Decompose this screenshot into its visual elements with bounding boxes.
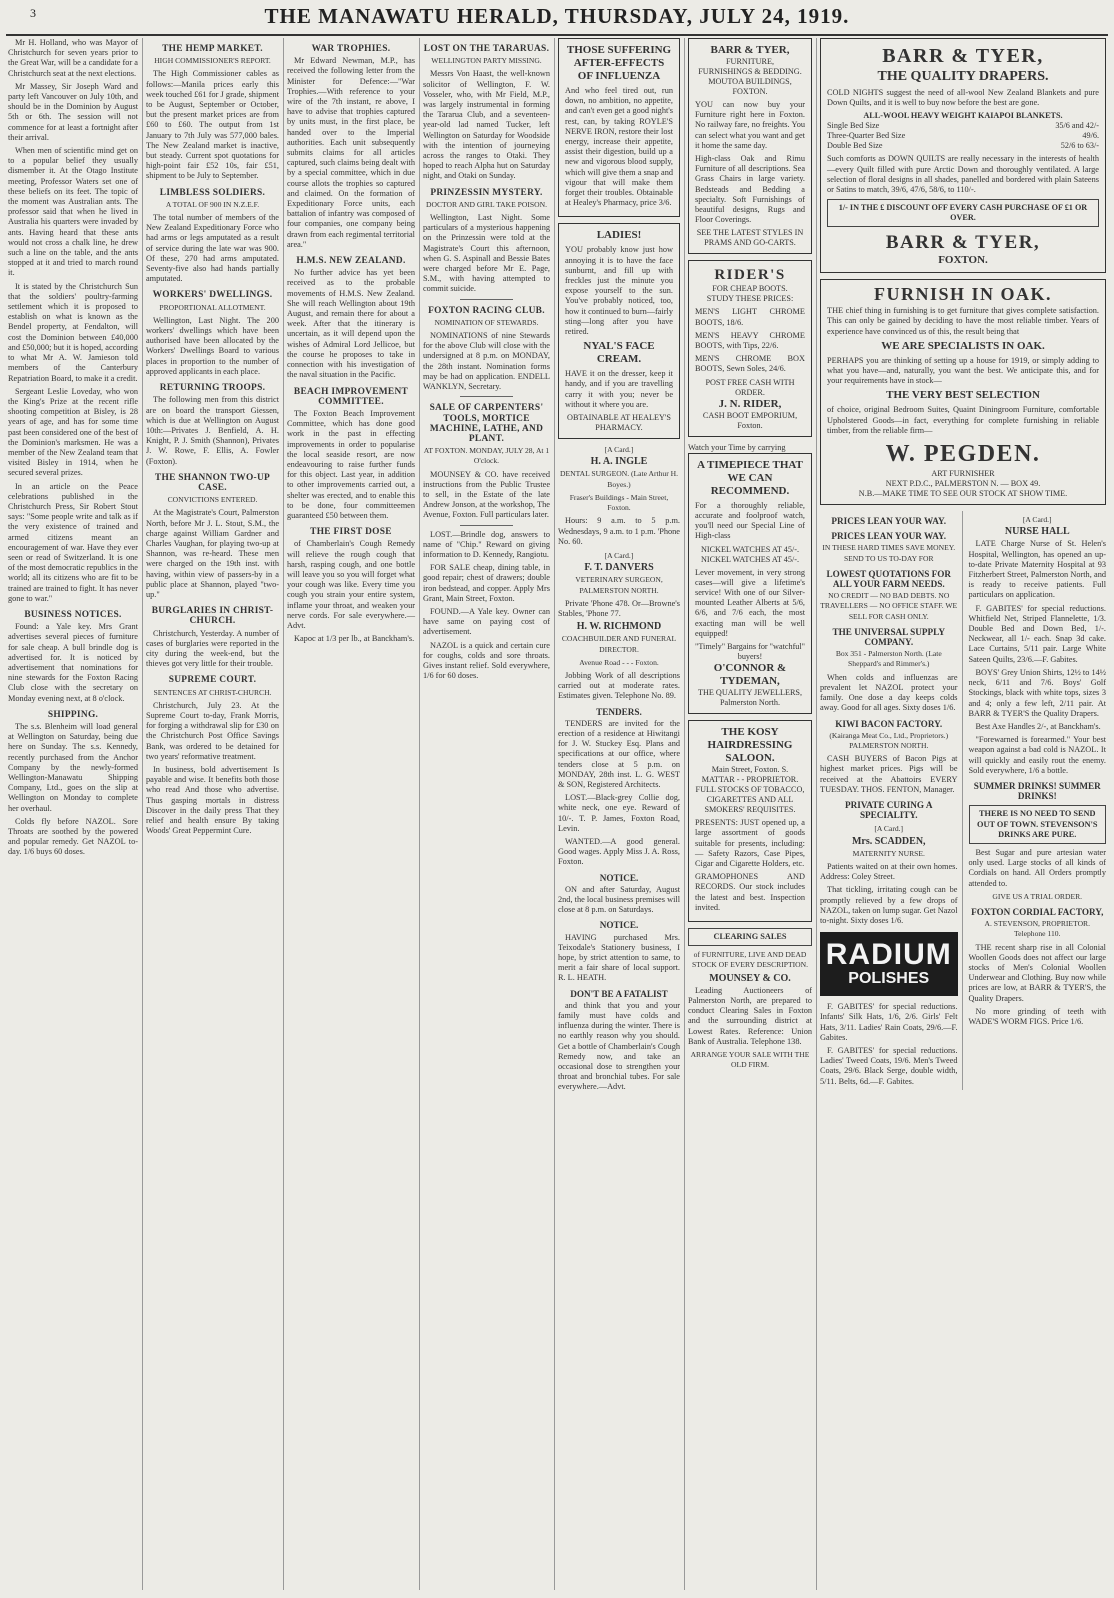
racing-club-text: NOMINATIONS of nine Stewards for the above Club will close with the undersigned at 8 p.m. on MONDAY, the 28th instant. Nomination forms may be had on application. ENDELL WANKLYN, Secretary. (423, 331, 550, 392)
kosy-address: Main Street, Foxton. S. MATTAR - - PROPRIETOR. (701, 765, 799, 785)
war-trophies-heading: WAR TROPHIES. (311, 44, 391, 54)
riders-subheading: FOR CHEAP BOOTS. (712, 284, 788, 294)
barr-tyer-address: MOUTOA BUILDINGS, FOXTON. (708, 77, 792, 96)
universal-lowest: LOWEST QUOTATIONS FOR ALL YOUR FARM NEEDS. (826, 568, 952, 590)
oak-text2: PERHAPS you are thinking of setting up a house for 1919, or simply adding to what you have—and, naturally, you want the best. We anticipate this, and for your requirements have in stock— (827, 355, 1099, 386)
tools-sale-heading: SALE OF CARPENTERS' TOOLS, MORTICE MACHINE, LATHE, AND PLANT. (429, 403, 544, 444)
pegden-address: NEXT P.D.C., PALMERSTON N. — BOX 49. (885, 479, 1041, 489)
shannon-case-subheading: CONVICTIONS ENTERED. (167, 495, 258, 505)
oconnor-sub: THE QUALITY JEWELLERS, Palmerston North. (697, 688, 803, 708)
prinzessin-heading: PRINZESSIN MYSTERY. (430, 187, 543, 198)
nazol-tickle-advert: That tickling, irritating cough can be promptly relieved by a few drops of NAZOL, taken on lump sugar. Get Nazol to-night. Sixty doses 1/6. (820, 885, 958, 925)
dentist-title: DENTAL SURGEON. (Late Arthur H. Boyes.) (559, 469, 679, 489)
kosy-presents: PRESENTS: JUST opened up, a large assortment of goods suitable for presents, including:— Safety Razors, Case Pipes, Cigar and Cigarette Holders, etc. (695, 818, 805, 868)
business-notices-text: Found: a Yale key. Mrs Grant advertises several pieces of furniture for sale cheap. A bull brindle dog is advertised for. It is noticed by advertisement that nominations for nine stewards for the Foxton Racing Club close with the secretary on Monday evening next, at 8 o'clock. (8, 622, 138, 703)
watch-item: NICKEL WATCHES AT 45/-. (700, 554, 800, 564)
richmond-text: Jobbing Work of all descriptions carried out at moderate rates. Estimates given. Telephone No. 89. (558, 670, 680, 701)
news-paragraph: In an article on the Peace celebrations published in the Christchurch Press, Sir Robert Stout says: "Some people write and talk as if the very existence of trained and armed citizens meant an encouragement of war. Have they ever seen or read of Switzerland. It is one of the most democratic republics in the world; all its citizens who are fit to be trained are trained to fight. It has never gone to war." (8, 481, 138, 603)
scadden-text: Patients waited on at their own homes. Address: Coley Street. (820, 861, 958, 882)
workers-dwellings-subheading: PROPORTIONAL ALLOTMENT. (159, 302, 266, 312)
influenza-heading: THOSE SUFFERING AFTER-EFFECTS OF INFLUENZA (566, 44, 672, 82)
clearing-heading: CLEARING SALES (688, 928, 812, 946)
kiwi-heading: KIWI BACON FACTORY. (835, 718, 943, 729)
limbless-soldiers-subheading: A TOTAL OF 900 IN N.Z.E.F. (165, 199, 260, 209)
scadden-sub: MATERNITY NURSE. (852, 848, 925, 858)
oak-heading: FURNISH IN OAK. (873, 284, 1052, 305)
card-label: [A Card.] (604, 550, 634, 560)
scadden-name: Mrs. SCADDEN, (851, 835, 926, 847)
found-notice: FOUND.—A Yale key. Owner can have same on paying cost of advertisement. (423, 606, 550, 637)
mounsey-footer: ARRANGE YOUR SALE WITH THE OLD FIRM. (690, 1049, 810, 1070)
card-label: [A Card.] (874, 824, 904, 834)
limbless-soldiers-text: The total number of members of the New Zealand Expeditionary Force who had arms or legs amputated as a result of service during the late war was 900. Of these, 270 had arms amputated. Seventy-five also had hands partially amputated. (146, 213, 279, 284)
riders-owner: J. N. RIDER, (718, 397, 782, 410)
vet-phone: Private 'Phone 478. Or—Browne's Stables, 'Phone 77. (558, 598, 680, 618)
news-paragraph: Sergeant Leslie Loveday, who won the King's Prize at the recent rifle shooting competition at Bisley, is 28 years of age, and has for some time past been considered one of the best of the Dominion's marksmen. He was a member of the New Zealand team that visited Bisley in 1914, when he secured several prizes. (8, 386, 138, 478)
mounsey-name: MOUNSEY & CO. (709, 972, 791, 984)
news-paragraph: It is stated by the Christchurch Sun that the soldiers' poultry-farming settlement which it is proposed to establish on what is known as the Bendel property, at Fendalton, will cost the Dominion between £40,000 and £50,000; but it is hoped, according to what Mr A. W. Jamieson told members of the Canterbury Repatriation Board, to make it a credit. (8, 281, 138, 383)
riders-item: MEN'S CHROME BOX BOOTS, Sewn Soles, 24/6. (695, 354, 805, 374)
column-7 (820, 38, 1106, 1590)
column-2 (146, 38, 284, 1590)
watch-advert (688, 453, 812, 714)
lower-two-columns (820, 511, 1106, 1090)
news-paragraph: Mr Massey, Sir Joseph Ward and party left Vancouver on July 10th, and should be in the Dominion by August 5th or 6th. The session will not commence for at least a fortnight after their arrival. (8, 81, 138, 142)
pegden-sub: ART FURNISHER (931, 469, 995, 479)
nazol-advert: NAZOL is a quick and certain cure for coughs, colds and sore throats. Gives instant relief. Sold everywhere, 1/6 for 60 doses. (423, 640, 550, 681)
universal-list: NO CREDIT — NO BAD DEBTS. NO TRAVELLERS — NO OFFICE STAFF. WE SELL FOR CASH ONLY. (820, 591, 958, 621)
richmond-title: COACHBUILDER AND FUNERAL DIRECTOR. (561, 634, 677, 654)
supreme-court-heading: SUPREME COURT. (168, 675, 257, 686)
blankets-intro: COLD NIGHTS suggest the need of all-wool New Zealand Blankets and pure Down Quilts, and it is well to buy now before the best are gone. (827, 88, 1099, 108)
influenza-advert (558, 38, 680, 217)
watch-bargains: "Timely" Bargains for "watchful" buyers! (695, 642, 806, 662)
blanket-price-row: Single Bed Size 35/6 and 42/- (827, 121, 1099, 131)
lower-right-column (969, 511, 1107, 1090)
tenders-heading: TENDERS. (596, 706, 642, 717)
cordial-factory-owner: A. STEVENSON, PROPRIETOR. Telephone 110. (984, 919, 1091, 939)
column-3 (287, 38, 420, 1590)
notice-heading: NOTICE. (599, 920, 639, 931)
oak-text: THE chief thing in furnishing is to get furniture that gives complete satisfaction. This can only be gained by deciding to have the most reliable timber. Years of experience have convinced us of this, the result being that (827, 306, 1099, 336)
radium-polishes-logo (820, 932, 958, 996)
universal-address: Box 351 - Palmerston North. (Late Sheppard's and Rimmer's.) (835, 649, 942, 669)
gramophones-text: GRAMOPHONES AND RECORDS. Our stock includes the latest and best. Inspection invited. (695, 872, 805, 912)
first-dose-text: of Chamberlain's Cough Remedy will relieve the rough cough that harsh, rasping cough, and one bottle will leave you so you will forget what your cough was like. Every time you cough you strain your entire system, inflame your throat, and weaken your nerve cords. For sale everywhere.—Advt. (287, 539, 415, 630)
tenders-text: TENDERS are invited for the erection of a residence at Hiwitangi for J. W. Stuckey Esq. Plans and specifications at our office, where tenders close at 5 p.m. on MONDAY, 28th inst. L. G. WEST & SON, Registered Architects. (558, 718, 680, 789)
dentist-address: Fraser's Buildings - Main Street, Foxton. (569, 492, 669, 513)
returning-troops-heading: RETURNING TROOPS. (159, 383, 266, 394)
radium-line2: POLISHES (848, 970, 930, 988)
shipping-heading: SHIPPING. (47, 709, 99, 720)
peppermint-cure-verse: In business, bold advertisement Is payable and wise. It benefits both those who read And those who advertise. Thus gasping mortals in distress Discover in the daily press That they relief and health ensure By taking Woods' Great Peppermint Cure. (146, 765, 279, 836)
barr-tyer-name: BARR & TYER, (710, 44, 790, 56)
war-trophies-text: Mr Edward Newman, M.P., has received the following letter from the Minister for Defence:—"War Trophies.—With reference to your wire of the 7th instant, re above, I have to advise that trophies captured by units must, in the first place, be handed over to the Imperial authorities. Each unit subsequently submits claims for all articles captured, such claims being dealt with by a special committee, which in due course allots the trophies so captured and claimed. On the formation of Expeditionary Force units, each battalion of infantry was composed of four companies, one company being drawn from each regimental territorial area." (287, 56, 415, 249)
gabites-advert: F. GABITES' for special reductions. Infants' Silk Hats, 1/6, 2/6. Girls' Felt Hats, 3/11. Ladies' Rain Coats, 29/6.—F. Gabites. (820, 1002, 958, 1042)
watch-intro: Watch your Time by carrying (688, 442, 786, 452)
lost-collie-notice: LOST.—Black-grey Collie dog, white neck, one eye. Reward of 10/-. T. P. James, Foxton Road, Levin. (558, 793, 680, 833)
richmond-name: H. W. RICHMOND (576, 621, 662, 633)
nurse-hall-heading: NURSE HALL (1004, 526, 1070, 538)
news-paragraph: When men of scientific mind get on to a popular belief they usually dismember it. At the Otago Institute meeting, Professor Waters set one of these beliefs on its feet. The topic of the moment was Australian ants. The professor said that when he lived in Australia his quarters were invaded by ants. Having heard that these ants would not cross a chalk line, he drew such a line on the table, and the ants stopped at it and tried to march round it. (8, 146, 138, 278)
nazol-advert: When colds and influenzas are prevalent let NAZOL protect your family. One dose a day keeps colds away. Good for all ages. Sixty doses 1/6. (820, 672, 958, 713)
dentist-name: H. A. INGLE (590, 456, 648, 468)
business-notices-heading: BUSINESS NOTICES. (24, 609, 122, 620)
barr-tyer-furniture-advert (688, 38, 812, 254)
universal-heading: PRICES LEAN YOUR WAY. (831, 516, 947, 527)
boys-advert: BOYS' Grey Union Shirts, 12½ to 14½ neck, 6/11 and 7/6. Boys' Golf Stockings, black with white tops, sizes 3 and 4; only a few left, 2/11 pair. At BARR & TYER'S the Quality Drapers. (968, 667, 1106, 718)
beach-committee-text: The Foxton Beach Improvement Committee, which has done good work in the past in effecting improvements in order to popularise the local seaside resort, are now endeavouring to raise further funds for this object. Last year, in addition to other improvements carried out, a shelter was erected, and to enable this to be done, four committeemen guaranteed £50 between them. (287, 408, 415, 520)
beach-committee-heading: BEACH IMPROVEMENT COMMITTEE. (293, 386, 409, 407)
kiwi-text: CASH BUYERS of Bacon Pigs at highest market prices. Pigs will be received at the Abattoirs EVERY TUESDAY. THOS. FENTON, Manager. (820, 754, 958, 794)
tararuas-text: Messrs Von Haast, the well-known solicitor of Wellington, F. W. Vosseler, who, with Mr Field, M.P., was largely instrumental in forming the Tararua Club, and a seventeen-year-old lad named Tucker, left Wellington on Saturday for Woodside with the intention of journeying across the ranges to Otaki. They hoped to reach Alpha hut on Saturday night, and Otaki on Sunday. (423, 69, 550, 181)
clearing-text: of FURNITURE, LIVE AND DEAD STOCK OF EVERY DESCRIPTION. (691, 950, 809, 970)
woollen-advert: THE recent sharp rise in all Colonial Woollen Goods does not affect our large stocks of Men's Colonial Woollen Underwear and Clothing. Buy now while prices are low, at BARR & TYER'S, the Quality Drapers. (968, 942, 1106, 1003)
first-dose-heading: THE FIRST DOSE (310, 527, 392, 538)
barr-tyer-line2: FURNISHINGS & BEDDING. (698, 67, 802, 76)
card-label: [A Card.] (1022, 515, 1052, 525)
hms-new-zealand-text: No further advice has yet been received as to the probable movements of H.M.S. New Zealand. She will reach Wellington about 19th August, and remain there for about a week. After that the itinerary is uncertain, as it will depend upon the wishes of Admiral Lord Jellicoe, but the course he proposes to take in connection with his investigation of the naval situation in the Pacific. (287, 268, 415, 380)
notice-text: ON and after Saturday, August 2nd, the local business premises will close at 8 p.m. on Saturdays. (558, 884, 680, 915)
nurse-hall-text: LATE Charge Nurse of St. Helen's Hospital, Wellington, has opened an up-to-date Private Maternity Hospital at 93 Fitzherbert Street, Palmerston North, and is ready to receive patients. Full particulars on application. (968, 539, 1106, 600)
racing-club-subheading: NOMINATION OF STEWARDS. (434, 317, 539, 327)
blankets-heading: ALL-WOOL HEAVY WEIGHT KAIAPOI BLANKETS. (863, 111, 1063, 121)
riders-item: MEN'S HEAVY CHROME BOOTS, with Tips, 22/6. (695, 330, 805, 351)
kiwi-private: PRIVATE CURING A SPECIALITY. (845, 799, 933, 821)
limbless-soldiers-heading: LIMBLESS SOLDIERS. (159, 187, 266, 198)
tools-sale-text: MOUNSEY & CO. have received instructions from the Public Trustee to sell, in the Estate of the late Andrew Jonson, at the workshop, The Avenue, Foxton. Full particulars later. (423, 469, 550, 520)
fatalist-heading: DON'T BE A FATALIST (570, 988, 668, 999)
hms-new-zealand-heading: H.M.S. NEW ZEALAND. (296, 256, 406, 267)
cordial-factory-name: FOXTON CORDIAL FACTORY, (971, 906, 1104, 917)
hemp-market-heading: THE HEMP MARKET. (162, 44, 263, 54)
barr-tyer-foxton-sub: FOXTON. (938, 254, 988, 267)
fatalist-text: and think that you and your family must have colds and influenza during the winter. There is no earthly reason why you should. Get a bottle of Chamberlain's Cough Remedy now, and take an occasional dose to strengthen your throat and bronchial tubes. For sale everywhere.—Advt. (558, 1000, 680, 1092)
page-number: 3 (30, 6, 37, 20)
watch-text: For a thoroughly reliable, accurate and foolproof watch, you'll need our Special Line of High-class (695, 500, 805, 541)
blanket-price-row: Double Bed Size 52/6 to 63/- (827, 141, 1099, 151)
forearmed-advert: "Forewarned is forearmed." Your best weapon against a bad cold is NAZOL. It will quickly and easily rout the enemy. Sold everywhere, 1/6 a bottle. (968, 735, 1106, 775)
universal-text: IN THESE HARD TIMES SAVE MONEY. SEND TO US TO-DAY FOR (822, 543, 956, 563)
prinzessin-subheading: DOCTOR AND GIRL TAKE POISON. (426, 199, 547, 209)
nazol-advert: Colds fly before NAZOL. Sore Throats are soothed by the powered and popular remedy. Get NAZOL to-day. 1/6 buys 60 doses. (8, 816, 138, 857)
tararuas-heading: LOST ON THE TARARUAS. (423, 44, 550, 54)
burglaries-text: Christchurch, Yesterday. A number of cases of burglaries were reported in the city during the week-end, but the thieves got very little for their trouble. (146, 628, 279, 669)
barr-tyer-foxton-name: BARR & TYER, (885, 232, 1041, 254)
workers-dwellings-text: Wellington, Last Night. The 200 workers' dwellings which have been authorised have been allocated by the Workers' Dwellings Board to various places in proportion to the number of approved applicants in each place. (146, 315, 279, 376)
discount-box: 1/- IN THE £ DISCOUNT OFF EVERY CASH PURCHASE OF £1 OR OVER. (827, 199, 1099, 227)
universal-heading: PRICES LEAN YOUR WAY. (831, 531, 947, 542)
barr-tyer-line1: FURNITURE, (726, 57, 774, 66)
masthead-title: THE MANAWATU HERALD, THURSDAY, JULY 24, 1919. (264, 4, 850, 28)
face-cream-name: NYAL'S FACE CREAM. (583, 340, 655, 366)
watch-text2: Lever movement, in very strong cases—will give a lifetime's service! With one of our Silver-mounted Leather Alberts at 5/6, 6/6, and 7/6 each, the most exacting man will be well equipped! (695, 567, 805, 638)
face-cream-advert (558, 223, 680, 439)
shannon-case-text: At the Magistrate's Court, Palmerston North, before Mr J. L. Stout, S.M., the charge against William Gardner and Charles Vaughan, for playing two-up at Shannon, was re-heard. These men were charged on the 19th inst. with having, within view of passers-by in a public place at Shannon, played "two-up." (146, 508, 279, 599)
blanket-price-list (827, 121, 1099, 151)
barr-tyer-prams: SEE THE LATEST STYLES IN PRAMS AND GO-CARTS. (696, 228, 804, 248)
pegden-note: N.B.—MAKE TIME TO SEE OUR STOCK AT SHOW TIME. (858, 489, 1068, 499)
masthead (0, 4, 1114, 34)
kiwi-sub: (Kairanga Meat Co., Ltd., Proprietors.) PALMERSTON NORTH. (829, 730, 949, 750)
divider (460, 396, 513, 397)
shipping-text: The s.s. Blenheim will load general at Wellington on Saturday, being due here on Sunday. The s.s. Kennedy, recently purchased from the Anchor Company by the newly-formed Wellington-Manawatu Shipping Company, Ltd., goes on the slip at Wellington on Monday to complete her overhaul. (8, 722, 138, 813)
ladies-heading: LADIES! (596, 229, 642, 242)
barr-tyer-drapers-advert (820, 38, 1106, 273)
wanted-notice: WANTED.—A good general. Good wages. Apply Miss J. A. Ross, Foxton. (558, 836, 680, 867)
kapoc-advert: Kapoc at 1/3 per lb., at Banckham's. (294, 634, 415, 644)
oak-text3: of choice, original Bedroom Suites, Quaint Diningroom Furniture, comfortable Upholstered Goods—in fact, everything for complete furnishing in reliable timber, from the reliable firm— (827, 405, 1099, 435)
workers-dwellings-heading: WORKERS' DWELLINGS. (152, 290, 273, 301)
barr-tyer-drapers-name: BARR & TYER, (882, 45, 1044, 67)
summer-trial: GIVE US A TRIAL ORDER. (992, 891, 1083, 901)
ladies-more-text: HAVE it on the dresser, keep it handy, and if you are travelling carry it with you; never be without it where you are. (565, 369, 673, 409)
worm-figs-advert: No more grinding of teeth with WADE'S WORM FIGS. Price 1/6. (968, 1006, 1106, 1026)
gabites-advert: F. GABITES' for special reductions. Whitfield Net, Striped Flannelette, 1/3. Double Bed and Down Bed, 1/-. Neckwear, all 1/- each. Snap 3d cake. Lace Curtains, 5/11 pair. Large White Sateen Quilts, 23/6.—F. Gabites. (968, 603, 1106, 664)
barr-tyer-text2: High-class Oak and Rimu Furniture of all descriptions. Sea Grass Chairs in large variety. Bedsteads and Bedding a specialty. Soft Furnishings of beautiful designs, Rugs and Floor Coverings. (695, 154, 805, 225)
notice-text: HAVING purchased Mrs. Teixodale's Stationery business, I hope, by strict attention to same, to merit a fair share of local support. R. L. HEATH. (558, 932, 680, 983)
riders-study: STUDY THESE PRICES: (706, 294, 794, 304)
prinzessin-text: Wellington, Last Night. Some particulars of a mysterious happening on the Prinzessin were told at the Magistrate's Court this afternoon, when G. S. Aspinall and Bessie Bates were charged before Mr E. Page, S.M., with having attempted to commit suicide. (423, 213, 550, 294)
ladies-obtainable: OBTAINABLE AT HEALEY'S PHARMACY. (567, 413, 671, 433)
lost-dog-notice: LOST.—Brindle dog, answers to name of "Chip." Reward on giving information to D. Kennedy, Rangiotu. (423, 529, 550, 559)
vet-name: F. T. DANVERS (584, 562, 654, 574)
divider (460, 299, 513, 300)
tools-sale-subheading: AT FOXTON. MONDAY, JULY 28, At 1 O'clock. (423, 446, 550, 466)
news-paragraph: Mr H. Holland, who was Mayor of Christchurch for seven years prior to the Great War, will be a candidate for a Christchurch seat at the next elections. (8, 38, 138, 78)
vet-title: VETERINARY SURGEON, PALMERSTON NORTH. (575, 575, 663, 595)
mounsey-text: Leading Auctioneers of Palmerston North, are prepared to conduct Clearing Sales in Foxton and the surrounding district at Lowest Rates. Reference: Union Bank of Australia. Telephone 138. (688, 985, 812, 1046)
riders-post-free: POST FREE CASH WITH ORDER. (705, 377, 795, 397)
oak-best-selection: THE VERY BEST SELECTION (886, 389, 1040, 402)
pegden-name: W. PEGDEN. (885, 441, 1041, 468)
watch-heading: A TIMEPIECE THAT WE CAN RECOMMEND. (697, 458, 803, 497)
summer-drinks-heading: SUMMER DRINKS! SUMMER DRINKS! (973, 780, 1101, 802)
divider (460, 525, 513, 526)
returning-troops-text: The following men from this district are on board the transport Giessen, which is due at Wellington on August 10th:—Privates J. Benfield, A. H. Knight, P. J. Smith (Shannon), Privates J. W. Rowe, F. Ellis, A. Fowler (Foxton). (146, 395, 279, 466)
lower-left-column (820, 511, 963, 1090)
kosy-text: FULL STOCKS OF TOBACCO, CIGARETTES AND ALL SMOKERS' REQUISITES. (695, 785, 805, 815)
column-6 (688, 38, 817, 1590)
hemp-market-text: The High Commissioner cables as follows:—Manila prices early this week touched £61 for J grade, shipment to be August, September or October, but the present market prices are from £60 to £60. The output from 1st January to 7th July was 577,000 bales. The New Zealand market is inactive, but steady. Current spot quotations for high-point fair £52 10s, fair £51, shipment to be July to September. (146, 69, 279, 181)
richmond-address: Avenue Road - - - Foxton. (579, 657, 659, 667)
blanket-price-row: Three-Quarter Bed Size 49/6. (827, 131, 1099, 141)
barr-tyer-drapers-sub: THE QUALITY DRAPERS. (877, 69, 1049, 84)
masthead-rule (6, 34, 1108, 36)
hemp-market-subheading: HIGH COMMISSIONER'S REPORT. (154, 56, 271, 66)
supreme-court-text: Christchurch, July 23. At the Supreme Court to-day, Frank Morris, for forging a withdrawal slip for £30 on the Christchurch Post Office Savings Bank, was ordered to be detained for two years' reformative treatment. (146, 700, 279, 761)
oconnor-name: O'CONNOR & TYDEMAN, (713, 662, 787, 688)
burglaries-heading: BURGLARIES IN CHRIST-CHURCH. (151, 606, 274, 627)
tararuas-subheading: WELLINGTON PARTY MISSING. (431, 56, 542, 66)
pegden-advert (820, 279, 1106, 505)
dentist-hours: Hours: 9 a.m. to 5 p.m. Wednesdays, 9 a.m. to 1 p.m. 'Phone No. 60. (558, 516, 680, 546)
supreme-court-subheading: SENTENCES AT CHRIST-CHURCH. (153, 687, 272, 697)
for-sale-notice: FOR SALE cheap, dining table, in good repair; chest of drawers; double iron bedstead, and copper. Apply Mrs Grant, Main Street, Foxton. (423, 563, 550, 603)
column-4 (423, 38, 555, 1590)
gabites-advert: F. GABITES' for special reductions. Ladies' Tweed Coats, 19/6. Men's Tweed Coats, 29/6. Black Serge, double width, 5/11. Belts, 6d.—F. Gabites. (820, 1045, 958, 1086)
riders-name: RIDER'S (714, 267, 786, 284)
quilts-text: Such comforts as DOWN QUILTS are really necessary in the interests of health—every Quilt filled with pure Arctic Down and thoroughly ventilated. A large selection of floral designs in all shades, panelled and bordered with plain Sateens or Satins to match, 39/6, 47/6, 58/6, to 110/-. (827, 154, 1099, 195)
riders-owner-sub: CASH BOOT EMPORIUM, Foxton. (702, 410, 798, 430)
summer-drinks-box: THERE IS NO NEED TO SEND OUT OF TOWN. STEVENSON'S DRINKS ARE PURE. (969, 805, 1107, 844)
oak-specialists: WE ARE SPECIALISTS IN OAK. (881, 339, 1045, 352)
notice-heading: NOTICE. (599, 872, 639, 883)
universal-name: THE UNIVERSAL SUPPLY COMPANY. (832, 626, 945, 648)
watch-item: NICKEL WATCHES AT 45/-. (700, 544, 800, 554)
riders-advert (688, 260, 812, 436)
ladies-text: YOU probably know just how annoying it is to have the face sunburnt, and fill up with freckles just the minute you expose yourself to the sun. You've probably noticed, too, how it continued to burn—fairly sting—long after you have retired. (565, 245, 673, 337)
kosy-advert (688, 720, 812, 922)
radium-line1: RADIUM (825, 938, 952, 972)
riders-item: MEN'S LIGHT CHROME BOOTS, 18/6. (695, 307, 805, 327)
summer-drinks-text: Best Sugar and pure artesian water only used. Large stocks of all kinds of Cordials on hand. All Orders promptly attended to. (968, 847, 1106, 888)
racing-club-heading: FOXTON RACING CLUB. (428, 305, 545, 316)
card-label: [A Card.] (604, 445, 634, 455)
barr-tyer-text: YOU can now buy your Furniture right here in Foxton. No railway fare, no freights. You can select what you want and get it home the same day. (695, 100, 805, 150)
influenza-text: And who feel tired out, run down, no ambition, no appetite, and can't even get a good night's rest, can, by taking ROYLE'S NERVE IRON, restore their lost energy, increase their appetite, assist their digestion, build up a new and vigorous blood supply, which will give them a snap and vigour that will make them forget their troubles. Obtainable at Healey's Pharmacy, price 3/6. (565, 86, 673, 208)
axe-advert: Best Axe Handles 2/-, at Banckham's. (975, 721, 1101, 731)
column-1 (8, 38, 143, 1590)
kosy-heading: THE KOSY HAIRDRESSING SALOON. (707, 726, 793, 765)
shannon-case-heading: THE SHANNON TWO-UP CASE. (154, 472, 271, 493)
column-5 (558, 38, 685, 1590)
